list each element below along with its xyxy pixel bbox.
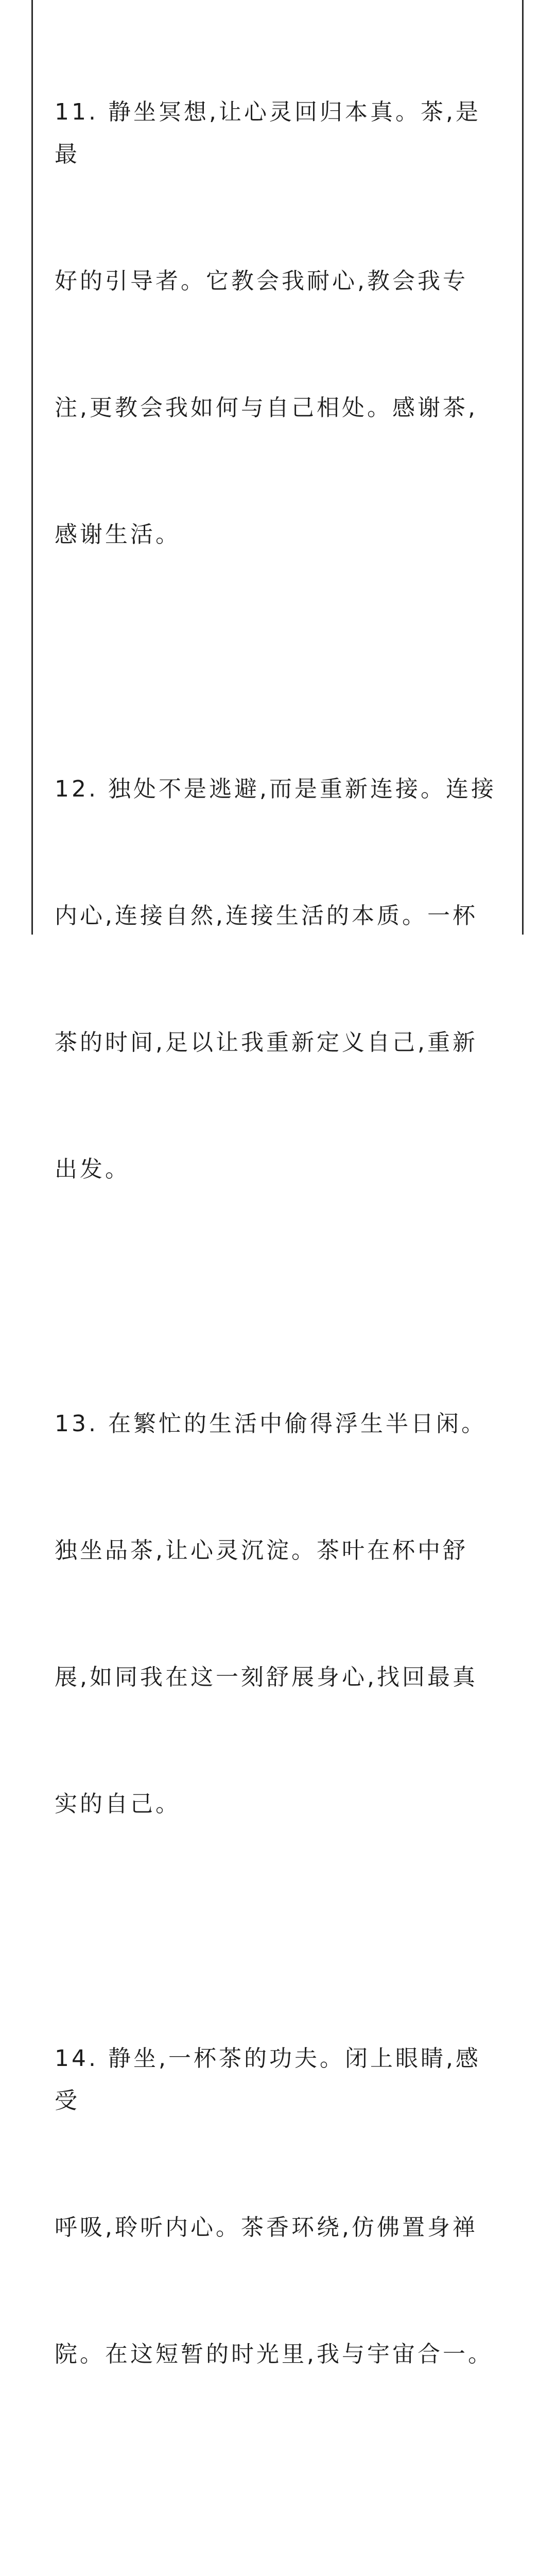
text-line: 实的自己。	[55, 1791, 181, 1817]
paragraph-11	[55, 7, 506, 640]
text-line: 出发。	[55, 1156, 130, 1182]
text-line: 独坐品茶,让心灵沉淀。茶叶在杯中舒	[55, 1537, 468, 1564]
paragraph-14	[55, 1953, 506, 2460]
text-line: 茶的时间,足以让我重新定义自己,重新	[55, 1029, 478, 1056]
text-line: 注,更教会我如何与自己相处。感谢茶,	[55, 395, 478, 421]
text-line: 展,如同我在这一刻舒展身心,找回最真	[55, 1664, 478, 1690]
text-line: 13. 在繁忙的生活中偷得浮生半日闲。	[55, 1411, 486, 1437]
text-line: 感谢生活。	[55, 521, 181, 548]
paragraph-12	[55, 684, 506, 1275]
text-line: 11. 静坐冥想,让心灵回归本真。茶,是最	[55, 99, 481, 167]
text-line: 好的引导者。它教会我耐心,教会我专	[55, 268, 468, 294]
paragraph-13	[55, 1318, 506, 1910]
text-line: 12. 独处不是逃避,而是重新连接。连接	[55, 776, 496, 802]
text-line: 呼吸,聆听内心。茶香环绕,仿佛置身禅	[55, 2214, 478, 2241]
text-line: 院。在这短暂的时光里,我与宇宙合一。	[55, 2341, 493, 2367]
article-body	[55, 7, 506, 2576]
paragraph-15	[55, 2503, 506, 2576]
text-line: 内心,连接自然,连接生活的本质。一杯	[55, 903, 478, 929]
text-line: 14. 静坐,一杯茶的功夫。闭上眼睛,感受	[55, 2045, 481, 2114]
